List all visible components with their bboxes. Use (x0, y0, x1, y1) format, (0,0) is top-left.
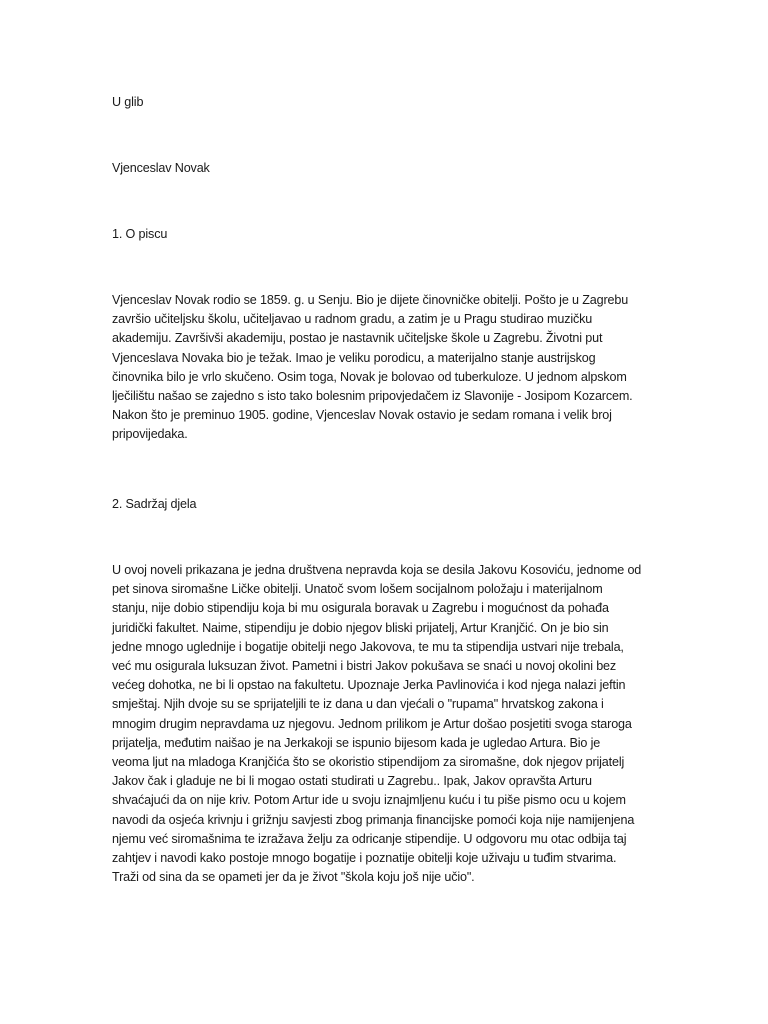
paragraph-line: činovnika bilo je vrlo skučeno. Osim toga, Novak je bolovao od tuberkuloze. U jednom alpskom (112, 369, 627, 384)
paragraph-line: veoma ljut na mladoga Kranjčića što se okoristio stipendijom za siromašne, dok njegov prijatelj (112, 755, 625, 770)
paragraph-line: Nakon što je preminuo 1905. godine, Vjenceslav Novak ostavio je sedam romana i velik broj (112, 408, 612, 423)
paragraph-line: navodi da osjeća krivnju i grižnju savjesti zbog primanja financijske pomoći koja nije namijenjena (112, 812, 635, 827)
document-page (112, 0, 657, 1024)
paragraph-line: zahtjev i navodi kako postoje mnogo bogatije i poznatije obitelji koje uživaju u tuđim stvarima. (112, 851, 617, 866)
paragraph-line: Vjenceslav Novak rodio se 1859. g. u Senju. Bio je dijete činovničke obitelji. Pošto je u Zagrebu (112, 293, 629, 307)
paragraph-line: U ovoj noveli prikazana je jedna društvena nepravda koja se desila Jakovu Kosoviću, jednome od (112, 563, 642, 577)
paragraph-line: smještaj. Njih dvoje su se sprijateljili te iz dana u dan vjećali o "rupama" hrvatskog zakona i (112, 697, 604, 712)
paragraph-line: njemu već siromašnima te izražava želju za odricanje stipendije. U odgovoru mu otac odbija taj (112, 831, 627, 846)
paragraph-sadrzaj-djela (112, 561, 657, 887)
paragraph-line: juridički fakultet. Naime, stipendiju je dobio njegov bliski prijatelj, Artur Kranjčić. On je bio sin (112, 620, 609, 635)
paragraph-line: shvaćajući da on nije kriv. Potom Artur ide u svoju iznajmljenu kuću i tu piše pismo ocu u kojem (112, 793, 626, 808)
paragraph-line: Jakov čak i gladuje ne bi li mogao ostati studirati u Zagrebu.. Ipak, Jakov opravšta Arturu (112, 774, 592, 789)
author-name: Vjenceslav Novak (112, 161, 210, 175)
paragraph-line: pripovijedaka. (112, 427, 188, 442)
section-heading-o-piscu: 1. O piscu (112, 227, 168, 241)
paragraph-line: jedne mnogo uglednije i bogatije obitelji nego Jakovova, te mu ta stipendija ustvari nije trebala, (112, 639, 624, 654)
section-heading-sadrzaj-djela: 2. Sadržaj djela (112, 497, 197, 511)
paragraph-line: Traži od sina da se opameti jer da je život "škola koju još nije učio". (112, 870, 475, 885)
paragraph-line: završio učiteljsku školu, učiteljavao u radnom gradu, a zatim je u Pragu studirao muzičku (112, 312, 593, 327)
paragraph-line: mnogim drugim nepravdama uz njegovu. Jednom prilikom je Artur došao posjetiti svoga staroga (112, 716, 632, 731)
paragraph-line: akademiju. Završivši akademiju, postao je nastavnik učiteljske škole u Zagrebu. Životni put (112, 331, 603, 346)
paragraph-line: stanju, nije dobio stipendiju koja bi mu osigurala boravak u Zagrebu i mogućnost da pohađa (112, 601, 609, 616)
paragraph-o-piscu (112, 291, 657, 445)
paragraph-line: Vjenceslava Novaka bio je težak. Imao je veliku porodicu, a materijalno stanje austrijskog (112, 350, 596, 365)
paragraph-line: prijatelja, međutim naišao je na Jerkakoji se ispunio bijesom kada je ugledao Artura. Bio je (112, 735, 601, 750)
paragraph-line: već mu osigurala luksuzan život. Pametni i bistri Jakov pokušava se snaći u novoj okolini bez (112, 659, 617, 674)
paragraph-line: lječilištu našao se zajedno s isto tako bolesnim pripovjedačem iz Slavonije - Josipom Kozarcem. (112, 389, 633, 404)
paragraph-line: pet sinova siromašne Ličke obitelji. Unatoč svom lošem socijalnom položaju i materijalnom (112, 582, 603, 597)
document-title: U glib (112, 95, 144, 109)
paragraph-line: većeg dohotka, ne bi li opstao na fakultetu. Upoznaje Jerka Pavlinovića i kod njega nalazi jeftin (112, 678, 626, 693)
